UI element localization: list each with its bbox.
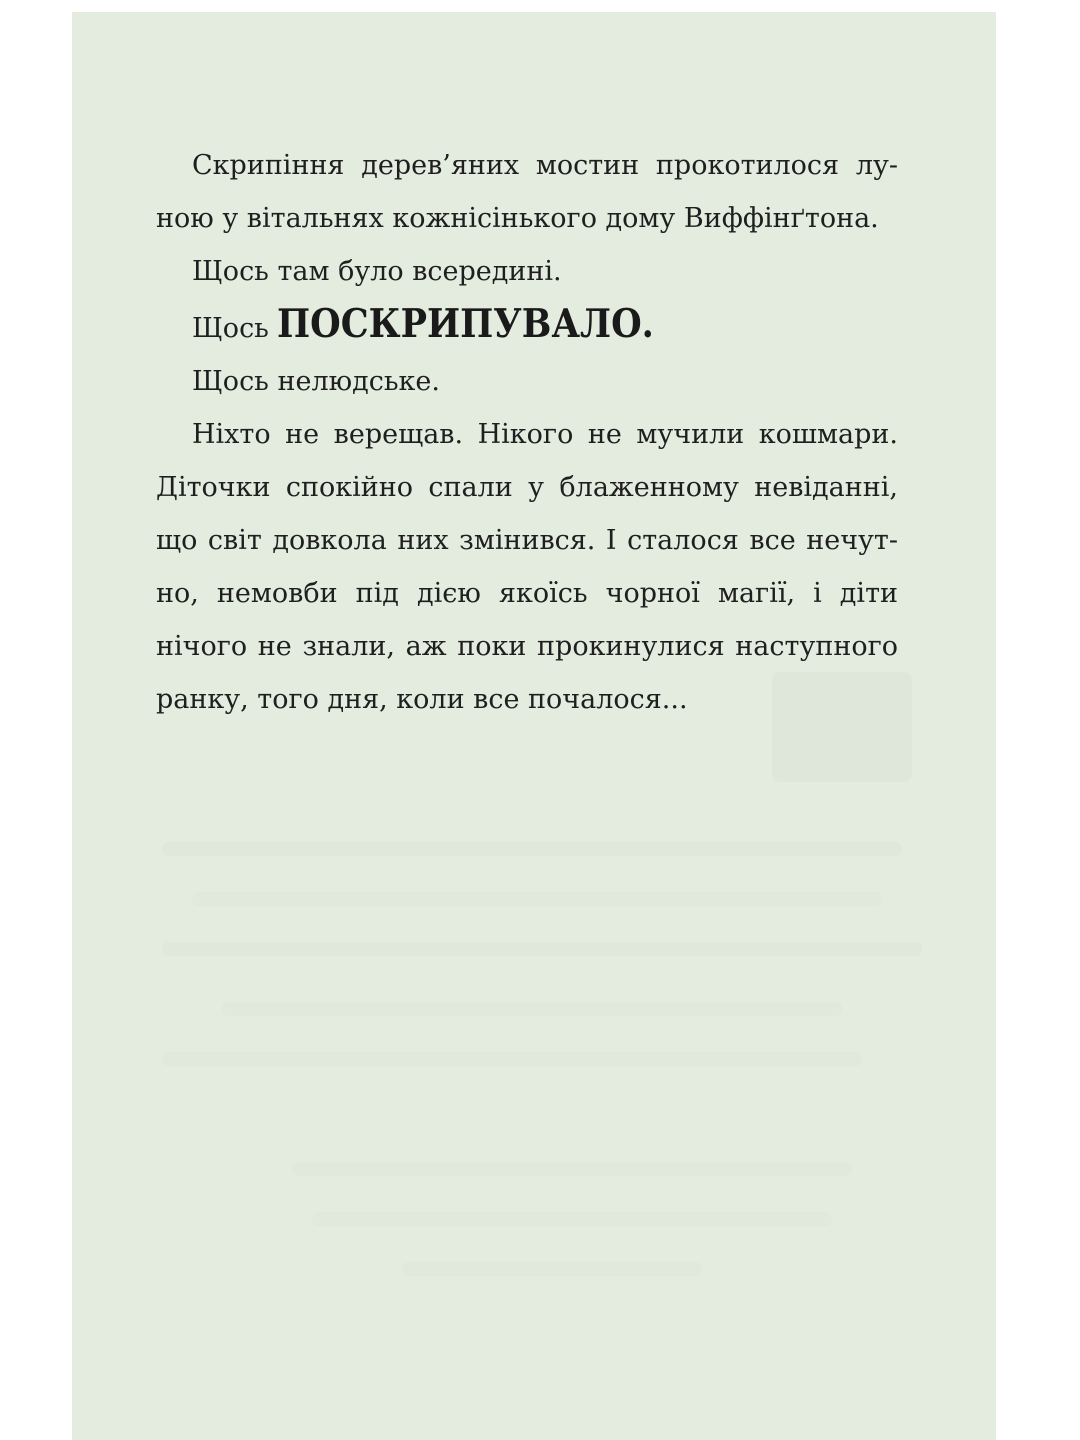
creak-word: ПОСКРИПУВАЛО. <box>277 301 655 347</box>
text-line: Скрипіння дерев’яних мостин прокотилося лу- <box>192 150 898 181</box>
text-line: Ніхто не верещав. Нікого не мучили кошмари. <box>192 419 898 450</box>
text-line: но, немовби під дією якоїсь чорної магії, і діти <box>156 578 898 609</box>
text-line-emphasis <box>156 298 898 355</box>
book-page <box>72 12 996 1440</box>
text-line: Щось нелюдське. <box>192 366 440 397</box>
text-fragment: Щось <box>192 313 269 344</box>
page-text <box>156 139 898 726</box>
text-line: ною у вітальнях кожнісінького дому Виффінґтона. <box>156 203 879 234</box>
text-line: що світ довкола них змінився. І сталося все нечут- <box>156 525 898 556</box>
text-line: Діточки спокійно спали у блаженному невіданні, <box>156 472 898 503</box>
text-line: ранку, того дня, коли все почалося... <box>156 684 688 715</box>
text-line: нічого не знали, аж поки прокинулися наступного <box>156 631 898 662</box>
text-line: Щось там було всередині. <box>192 256 562 287</box>
